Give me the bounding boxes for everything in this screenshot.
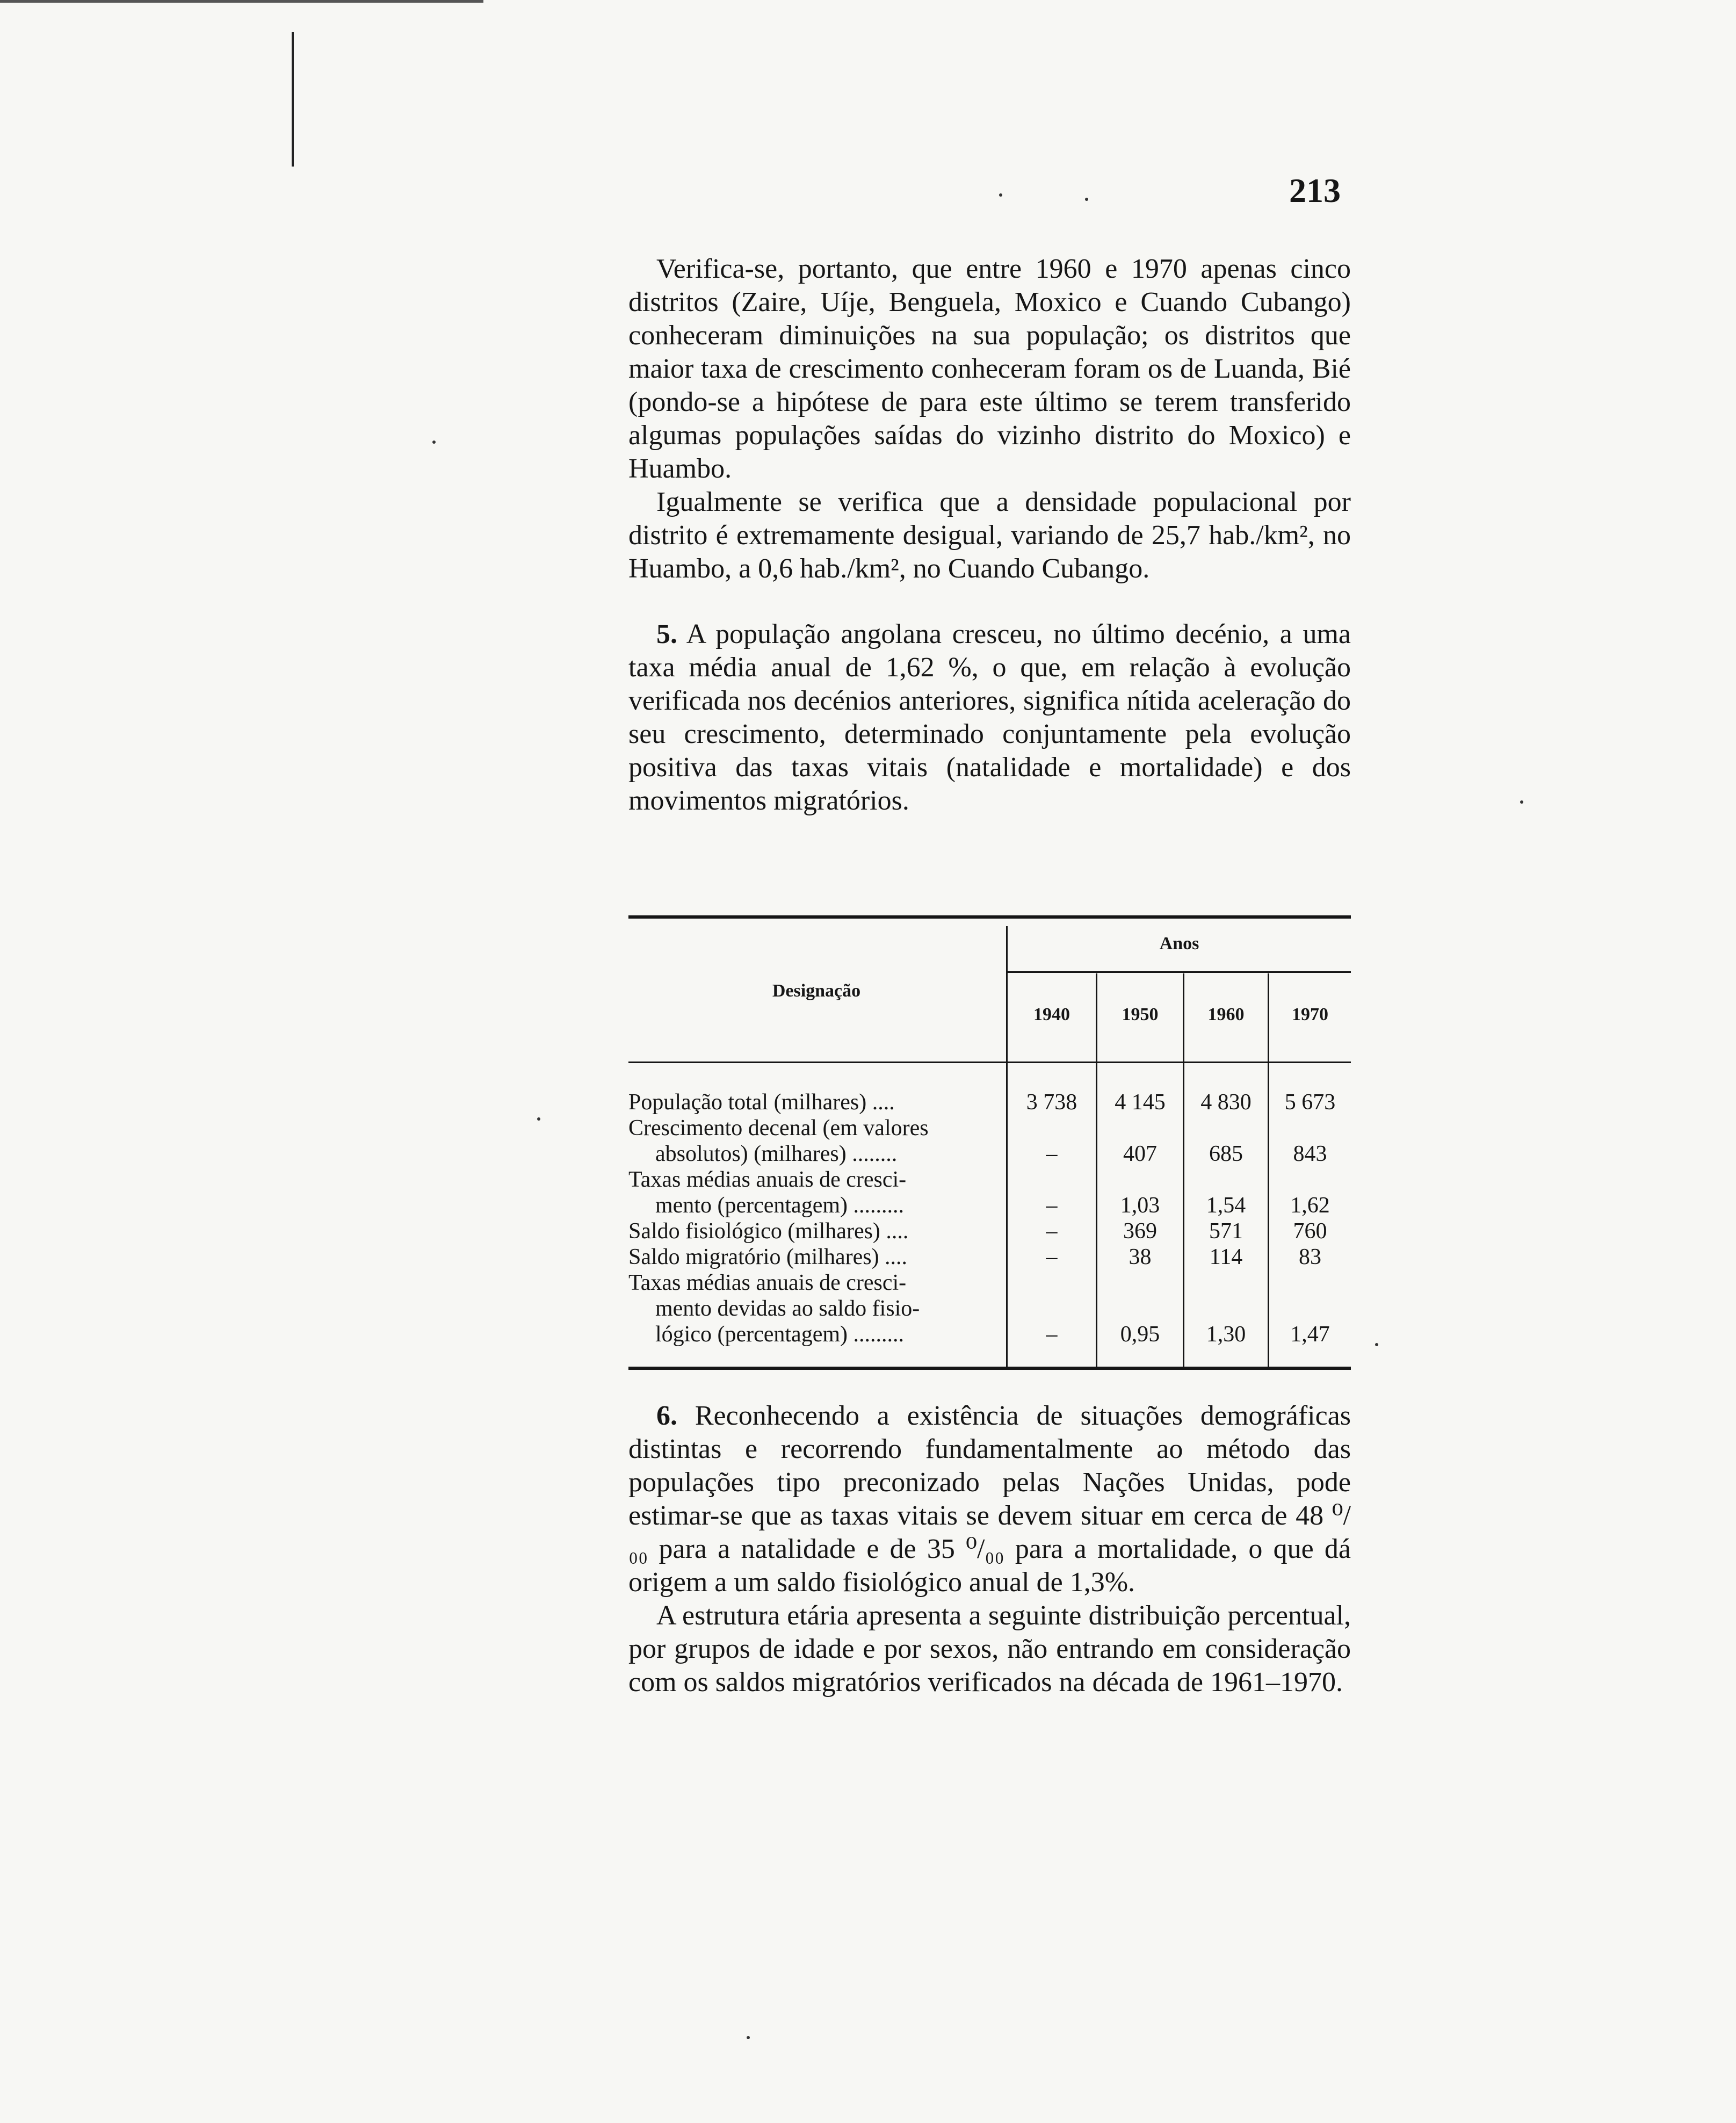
table-cell: 369: [1123, 1219, 1157, 1244]
scan-speck: [999, 193, 1002, 197]
table-cell: 4 830: [1200, 1090, 1252, 1115]
table-row-label: Saldo migratório (milhares) ....: [628, 1245, 908, 1269]
year-header-1960: 1960: [1207, 1005, 1245, 1024]
table-cell: 1,62: [1290, 1193, 1330, 1218]
scan-speck: [537, 1117, 540, 1121]
table-cell: 3 738: [1026, 1090, 1077, 1115]
table-cell: 843: [1293, 1142, 1327, 1166]
table-cell: –: [1046, 1322, 1058, 1347]
year-header-1940: 1940: [1033, 1005, 1070, 1024]
table-cell: 0,95: [1120, 1322, 1160, 1347]
scan-speck: [1085, 198, 1088, 201]
scan-mark: [292, 32, 294, 167]
table-cell: –: [1046, 1245, 1058, 1269]
section-number: 6.: [656, 1400, 677, 1431]
table-cell: 1,47: [1290, 1322, 1330, 1347]
table-divider-1960: [1183, 973, 1184, 1367]
table-header-rule: [628, 1062, 1351, 1063]
table-divider-1950: [1096, 973, 1097, 1367]
table-row-label: População total (milhares) ....: [628, 1090, 895, 1115]
table-years-rule: [1006, 971, 1351, 973]
scan-speck: [1520, 800, 1523, 804]
table-cell: 114: [1209, 1245, 1243, 1269]
table-cell: 760: [1293, 1219, 1327, 1244]
paragraph-estrutura: A estrutura etária apresenta a seguinte distribuição percentual, por grupos de idade e por sexos, não entrando em consideração com os saldos migratórios verificados na década de 1961–1970.: [628, 1600, 1351, 1698]
table-cell: 571: [1209, 1219, 1243, 1244]
table-cell: 38: [1129, 1245, 1152, 1269]
table-cell: 5 673: [1284, 1090, 1336, 1115]
section-5-text: A população angolana cresceu, no último decénio, a uma taxa média anual de 1,62 %, o que, em relação à evolução verificada nos decénios anteriores, significa nítida aceleração do seu crescimento, determinado conjuntamente pela evolução positiva das taxas vitais (natalidade e mortalidade) e dos movimentos migratórios.: [628, 619, 1351, 816]
designation-header: Designação: [772, 981, 861, 1001]
section-number: 5.: [656, 619, 677, 649]
population-table: [628, 915, 1351, 1372]
year-header-1950: 1950: [1122, 1005, 1159, 1024]
table-cell: 407: [1123, 1142, 1157, 1166]
paragraph-densidade: Igualmente se verifica que a densidade populacional por distrito é extremamente desigual, variando de 25,7 hab./km², no Huambo, a 0,6 hab./km², no Cuando Cubango.: [628, 487, 1351, 584]
upper-text-column: [628, 252, 1351, 818]
scan-speck: [747, 2036, 750, 2039]
scan-speck: [432, 441, 436, 444]
lower-text-column: [628, 1399, 1351, 1699]
table-cell: 1,03: [1120, 1193, 1160, 1218]
paragraph-section-5: [628, 618, 1351, 818]
table-cell: 685: [1209, 1142, 1243, 1166]
table-cell: 4 145: [1115, 1090, 1166, 1115]
table-row-label: Taxas médias anuais de cresci- mento devidas ao saldo fisio- lógico (percentagem) .........: [628, 1270, 920, 1347]
table-cell: 1,54: [1206, 1193, 1246, 1218]
table-top-rule: [628, 915, 1351, 919]
table-row-label: Crescimento decenal (em valores absolutos) (milhares) ........: [628, 1116, 929, 1166]
table-cell: –: [1046, 1142, 1058, 1166]
scan-speck: [1375, 1343, 1378, 1346]
table-row-label: Saldo fisiológico (milhares) ....: [628, 1219, 909, 1244]
section-6-text: Reconhecendo a existência de situações demográficas distintas e recorrendo fundamentalmente ao método das populações tipo preconizado pelas Nações Unidas, pode estimar-se que as taxas vitais se devem situar em cerca de 48 ⁰/₀₀ para a natalidade e de 35 ⁰/₀₀ para a mortalidade, o que dá origem a um saldo fisiológico anual de 1,3%.: [628, 1400, 1351, 1598]
table-cell: 83: [1299, 1245, 1321, 1269]
scan-edge: [0, 0, 483, 3]
table-divider-1970: [1268, 973, 1269, 1367]
table-cell: –: [1046, 1219, 1058, 1244]
table-cell: –: [1046, 1193, 1058, 1218]
paragraph-section-6: [628, 1399, 1351, 1599]
paragraph-distritos: Verifica-se, portanto, que entre 1960 e 1970 apenas cinco distritos (Zaire, Uíje, Benguela, Moxico e Cuando Cubango) conheceram diminuições na sua população; os distritos que maior taxa de crescimento conheceram foram os de Luanda, Bié (pondo-se a hipótese de para este último se terem transferido algumas populações saídas do vizinho distrito do Moxico) e Huambo.: [628, 254, 1351, 484]
table-bottom-rule: [628, 1367, 1351, 1370]
year-header-1970: 1970: [1292, 1005, 1328, 1024]
table-cell: 1,30: [1206, 1322, 1246, 1347]
years-header: Anos: [1159, 934, 1199, 954]
table-row-label: Taxas médias anuais de cresci- mento (percentagem) .........: [628, 1167, 907, 1218]
page-number: 213: [1289, 171, 1341, 210]
